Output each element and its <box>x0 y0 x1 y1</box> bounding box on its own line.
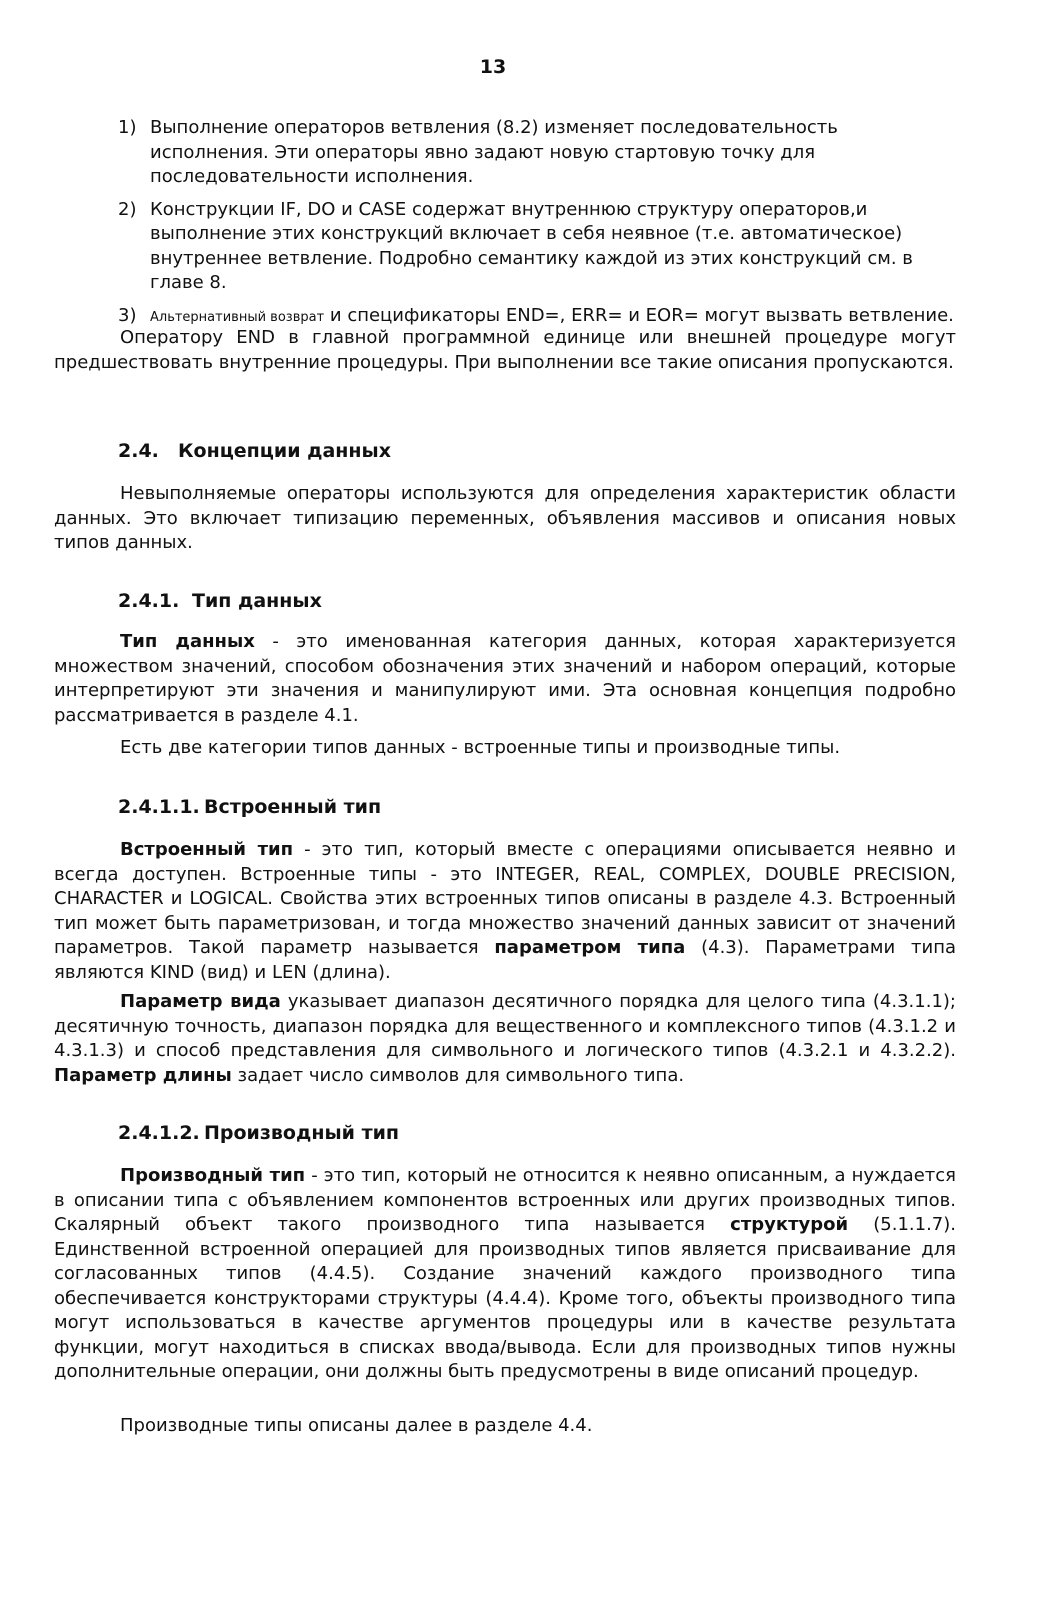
paragraph-derived-types-ref: Производные типы описаны далее в разделе 4.4. <box>120 1415 593 1436</box>
paragraph-builtin-type: Встроенный тип - это тип, который вместе с операциями описывается неявно и всегда доступен. Встроенные типы - это INTEGER, REAL, COMPLEX, DOUBLE PRECISION, CHARACTER и LOGICAL. Свойства этих встроенных типов описаны в разделе 4.3. Встроенный тип может быть параметризован, и тогда множество значений данных зависит от значений параметров. Такой параметр называется параметром типа (4.3). Параметрами типа являются KIND (вид) и LEN (длина). <box>54 839 956 983</box>
section-title: Тип данных <box>192 590 322 612</box>
paragraph-end-statement: Оператору END в главной программной единице или внешней процедуре могут предшествовать внутренние процедуры. При выполнении все такие описания пропускаются. <box>54 327 956 373</box>
paragraph-derived-type: Производный тип - это тип, который не относится к неявно описанным, а нуждается в описании типа с объявлением компонентов встроенных или других производных типов. Скалярный объект такого производного типа называется структурой (5.1.1.7). Единственной встроенной операцией для производных типов является присваивание для согласованных типов (4.4.5). Создание значений каждого производного типа обеспечивается конструкторами структуры (4.4.4). Кроме того, объекты производного типа могут использоваться в качестве аргументов процедуры или в качестве результата функции, могут находиться в списках ввода/вывода. Если для производных типов нужны дополнительные операции, они должны быть предусмотрены в виде описаний процедур. <box>54 1165 957 1382</box>
list-item-number: 3) <box>118 304 137 326</box>
list-item <box>118 198 954 296</box>
page-number: 13 <box>479 56 507 78</box>
section-heading-2-4-1 <box>118 590 322 612</box>
list-item <box>118 116 954 190</box>
section-heading-2-4-1-2 <box>118 1122 399 1144</box>
paragraph-kind-parameter: Параметр вида указывает диапазон десятичного порядка для целого типа (4.3.1.1); десятичную точность, диапазон порядка для вещественного и комплексного типов (4.3.1.2 и 4.3.1.3) и способ представления для символьного и логического типов (4.3.2.1 и 4.3.2.2). Параметр длины задает число символов для символьного типа. <box>54 991 956 1086</box>
term-kind-parameter: Параметр вида <box>120 991 281 1012</box>
paragraph-data-type: Тип данных - это именованная категория данных, которая характеризуется множеством значений, способом обозначения этих значений и набором операций, которые интерпретируют эти значения и манипулируют ими. Эта основная концепция подробно рассматривается в разделе 4.1. <box>54 631 956 726</box>
section-number: 2.4.1. <box>118 590 180 612</box>
section-number: 2.4.1.2. <box>118 1122 200 1144</box>
list-item-number: 2) <box>118 198 137 220</box>
section-title: Производный тип <box>204 1122 400 1144</box>
numbered-list <box>118 116 954 338</box>
list-item-text: и спецификаторы END=, ERR= и EOR= могут вызвать ветвление. <box>324 304 954 326</box>
term-structure: структурой <box>730 1214 849 1235</box>
section-number: 2.4.1.1. <box>118 796 200 818</box>
section-title: Концепции данных <box>178 440 391 462</box>
term-builtin-type: Встроенный тип <box>120 839 294 860</box>
list-item-text: Выполнение операторов ветвления (8.2) изменяет последовательность исполнения. Эти операторы явно задают новую стартовую точку для последовательности исполнения. <box>150 117 838 187</box>
list-item-number: 1) <box>118 117 137 138</box>
list-item-text: Конструкции IF, DO и CASE содержат внутреннюю структуру операторов,и выполнение этих конструкций включает в себя неявное (т.е. автоматическое) внутреннее ветвление. Подробно семантику каждой из этих конструкций см. в главе 8. <box>150 198 913 293</box>
list-item-small-text: Альтернативный возврат <box>150 309 325 325</box>
paragraph-data-concepts: Невыполняемые операторы используются для определения характеристик области данных. Это включает типизацию переменных, объявления массивов и описания новых типов данных. <box>54 483 956 553</box>
paragraph-type-categories: Есть две категории типов данных - встроенные типы и производные типы. <box>120 737 841 758</box>
section-title: Встроенный тип <box>204 796 382 818</box>
term-length-parameter: Параметр длины <box>54 1064 232 1086</box>
term-data-type: Тип данных <box>120 631 255 652</box>
section-number: 2.4. <box>118 440 159 462</box>
term-type-parameter: параметром типа <box>494 937 686 958</box>
section-heading-2-4 <box>118 440 391 462</box>
term-derived-type: Производный тип <box>120 1165 306 1186</box>
section-heading-2-4-1-1 <box>118 796 381 818</box>
